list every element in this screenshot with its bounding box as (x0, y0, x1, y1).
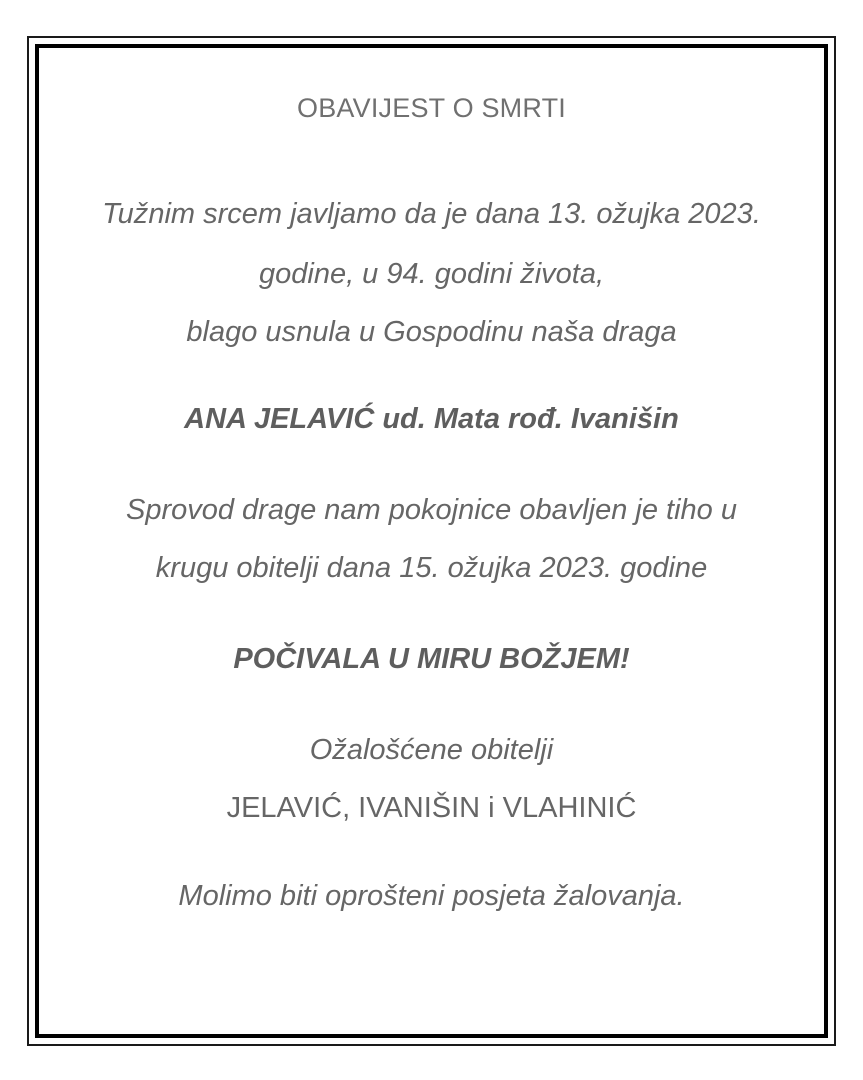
notice-border-outer (27, 36, 836, 1046)
notice-heading: OBAVIJEST O SMRTI (297, 93, 566, 123)
deceased-name: ANA JELAVIĆ ud. Mata rođ. Ivanišin (184, 403, 679, 435)
notice-border-inner (35, 44, 828, 1038)
rest-in-peace: POČIVALA U MIRU BOŽJEM! (233, 643, 630, 675)
mourners-label: Ožalošćene obitelji (309, 734, 554, 766)
closing-request: Molimo biti oprošteni posjeta žalovanja. (178, 880, 685, 912)
funeral-line-2: krugu obitelji dana 15. ožujka 2023. godine (155, 552, 708, 584)
intro-line-2: godine, u 94. godini života, (258, 258, 605, 290)
funeral-line-1: Sprovod drage nam pokojnice obavljen je tiho u (125, 494, 737, 526)
intro-line-3: blago usnula u Gospodinu naša draga (186, 316, 677, 348)
mourning-families: JELAVIĆ, IVANIŠIN i VLAHINIĆ (226, 792, 637, 824)
intro-line-1: Tužnim srcem javljamo da je dana 13. ožujka 2023. (102, 198, 761, 230)
